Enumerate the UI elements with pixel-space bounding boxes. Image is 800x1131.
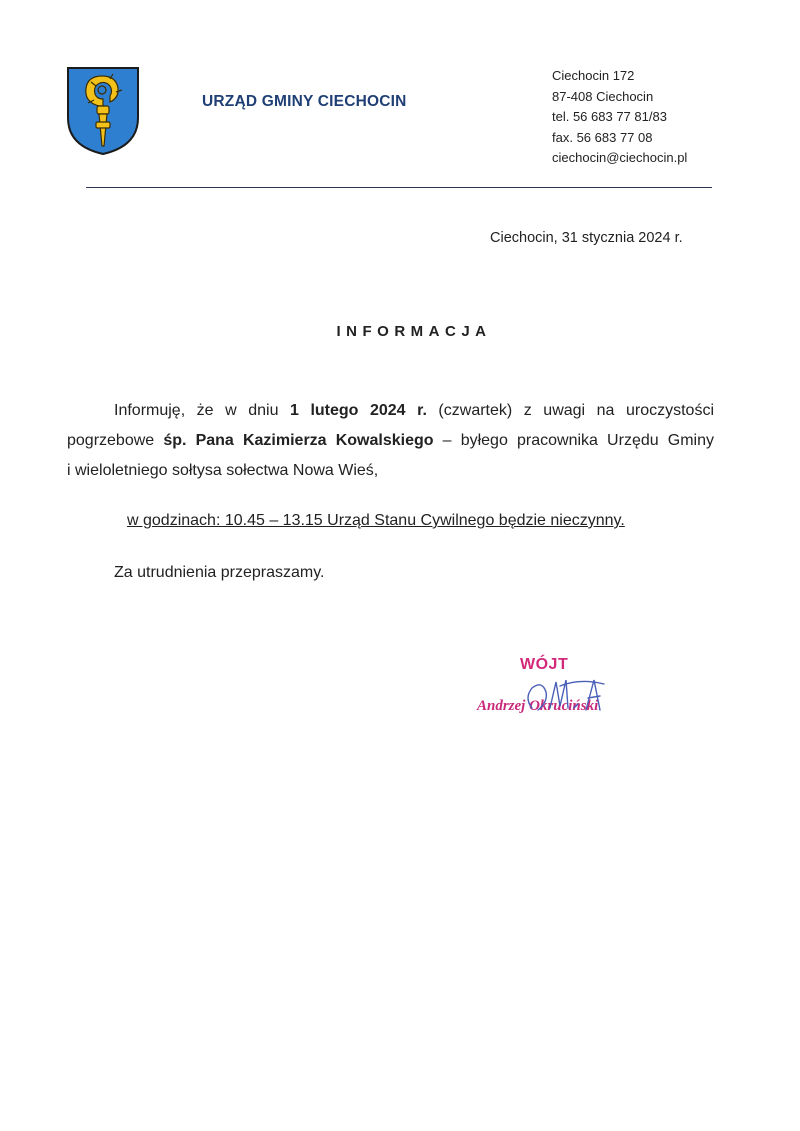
office-name: URZĄD GMINY CIECHOCIN (202, 93, 407, 110)
body-paragraph (67, 396, 714, 486)
handwritten-signature (520, 668, 620, 718)
address-fax: fax. 56 683 77 08 (552, 129, 653, 145)
stamp-title: WÓJT (520, 656, 569, 673)
closure-hours-notice: w godzinach: 10.45 – 13.15 Urząd Stanu Cywilnego będzie nieczynny. (127, 512, 625, 529)
office-address (552, 66, 687, 169)
body-line-1: Informuję, że w dniu 1 lutego 2024 r. (czwartek) z uwagi na uroczystości (114, 402, 714, 419)
bishop-crozier-crest-icon (66, 66, 140, 156)
deceased-name: śp. Pana Kazimierza Kowalskiego (163, 432, 434, 449)
address-phone: tel. 56 683 77 81/83 (552, 109, 667, 125)
body-line-2: pogrzebowe śp. Pana Kazimierza Kowalskiego – byłego pracownika Urzędu Gminy (67, 432, 715, 449)
apology-text: Za utrudnienia przepraszamy. (114, 564, 325, 581)
header-divider (86, 187, 712, 188)
stamp-name: Andrzej Okruciński (477, 698, 599, 714)
address-postal: 87-408 Ciechocin (552, 88, 654, 104)
body-line-3: i wieloletniego sołtysa sołectwa Nowa Wieś, (67, 462, 379, 479)
date-emphasis: 1 lutego 2024 r. (290, 402, 427, 419)
address-email: ciechocin@ciechocin.pl (552, 150, 688, 166)
address-line: Ciechocin 172 (552, 68, 635, 83)
document-heading: INFORMACJA (336, 323, 492, 340)
document-date: Ciechocin, 31 stycznia 2024 r. (490, 230, 683, 246)
